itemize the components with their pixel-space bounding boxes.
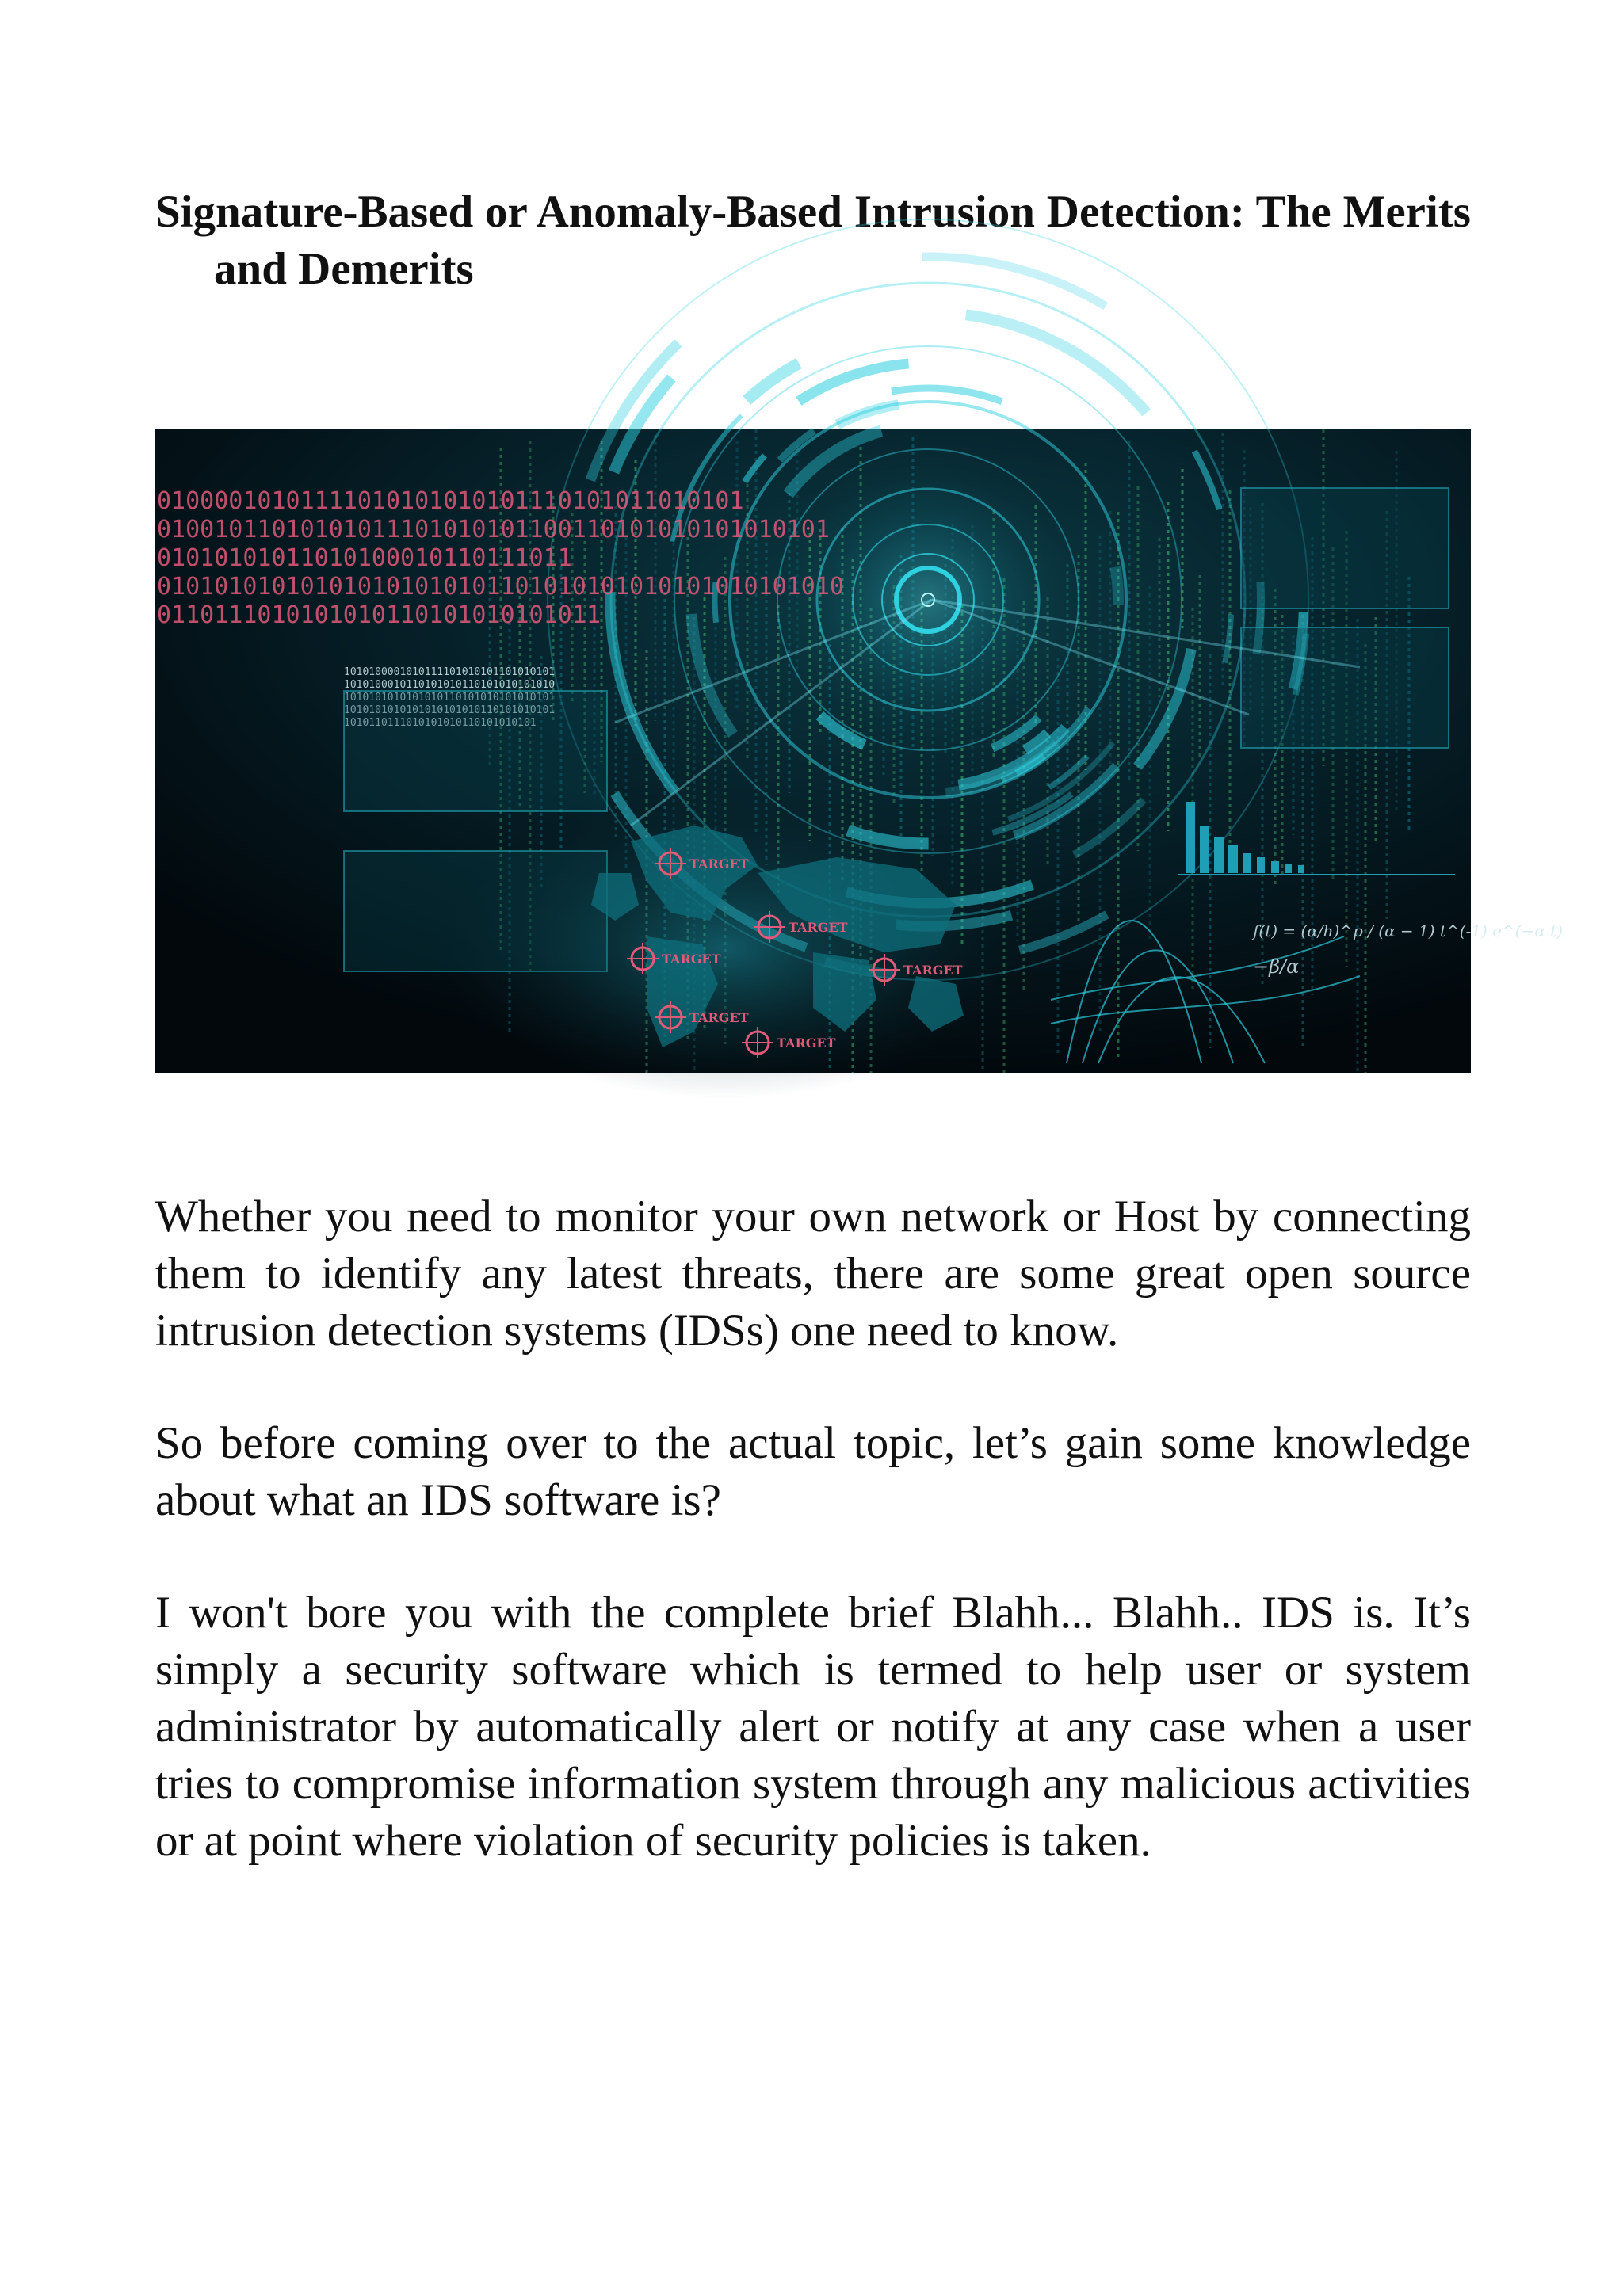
target-label: TARGET [903,963,963,978]
body-paragraph-2: So before coming over to the actual topic, let’s gain some knowledge about what an IDS software is? [155,1418,1471,1525]
target-label: TARGET [662,952,721,967]
binary-small-line: 1010100001010111101010101101010101 [344,666,556,678]
target-label: TARGET [689,856,749,871]
cyber-security-illustration [155,429,1564,1073]
binary-small-line: 1010101010101010110101010101010101 [344,692,556,704]
binary-line: 01000010101111010101010101110101011010101 [157,487,744,515]
target-label: TARGET [777,1035,836,1051]
target-label: TARGET [789,920,848,935]
formula-line: f(t) = (α/h)^p / (α − 1) t^(-1) e^(−α t) [1253,921,1564,940]
hero-image [155,429,1564,1073]
binary-line: 010101010101010101010101101010101010101010101010 [157,573,844,601]
formula-line: −β/α [1253,955,1300,978]
body-paragraph-1: Whether you need to monitor your own network or Host by connecting them to identify any latest threats, there are some great open source intrusion detection systems (IDSs) one need to know. [155,1192,1471,1356]
binary-line: 01010101011010100010110111011 [157,544,572,572]
target-label: TARGET [689,1010,749,1025]
binary-line: 01001011010101011101010101100110101010101010101 [157,516,830,543]
binary-small-line: 1010110111010101010110101010101 [344,717,537,729]
binary-small-line: 1010100010110101010110101010101010 [344,679,556,691]
body-paragraph-3: I won't bore you with the complete brief Blahh... Blahh.. IDS is. It’s simply a security software which is termed to help user or system administrator by automatically alert or notify at any case when a user tries to compromise information system through any malicious activities or at point where violation of security policies is taken. [155,1588,1471,1866]
binary-line: 0110111010101010110101010101011 [157,601,601,629]
document-title: Signature-Based or Anomaly-Based Intrusion Detection: The Merits and Demerits [155,187,1471,294]
binary-small-line: 1010101010101010101010110101010101 [344,704,556,716]
